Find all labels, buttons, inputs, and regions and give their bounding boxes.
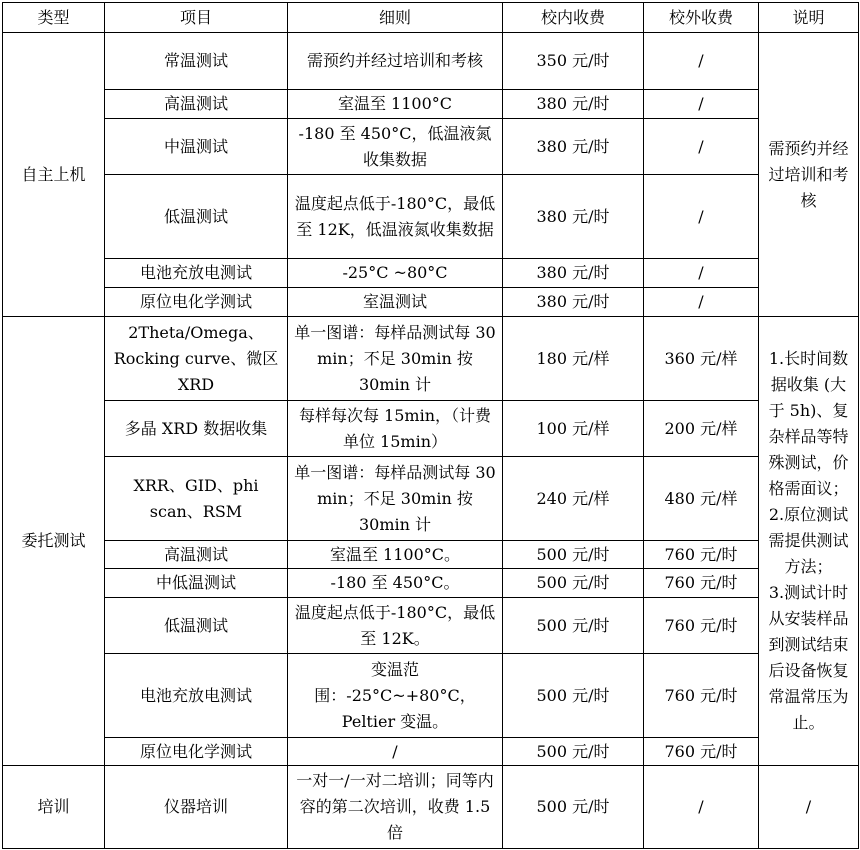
table-row bbox=[3, 259, 859, 288]
detail-cell: 每样每次每 15min，（计费单位 15min） bbox=[288, 401, 503, 457]
external-fee-cell: / bbox=[644, 259, 759, 288]
item-cell: 仪器培训 bbox=[105, 766, 288, 849]
detail-cell: 室温测试 bbox=[288, 288, 503, 317]
item-cell: 电池充放电测试 bbox=[105, 654, 288, 738]
table-row bbox=[3, 288, 859, 317]
item-cell: 原位电化学测试 bbox=[105, 738, 288, 766]
internal-fee-cell: 500 元/时 bbox=[503, 598, 644, 654]
external-fee-cell: 760 元/时 bbox=[644, 654, 759, 738]
item-cell: XRR、GID、phi scan、RSM bbox=[105, 457, 288, 541]
item-cell: 高温测试 bbox=[105, 541, 288, 569]
header-item: 项目 bbox=[105, 3, 288, 33]
group-type-training: 培训 bbox=[3, 766, 105, 849]
header-external-fee: 校外收费 bbox=[644, 3, 759, 33]
external-fee-cell: 480 元/样 bbox=[644, 457, 759, 541]
internal-fee-cell: 380 元/时 bbox=[503, 288, 644, 317]
item-cell: 高温测试 bbox=[105, 90, 288, 119]
detail-cell: 变温范围：-25°C~+80°C，Peltier 变温。 bbox=[288, 654, 503, 738]
detail-cell: 需预约并经过培训和考核 bbox=[288, 33, 503, 90]
table-row bbox=[3, 738, 859, 766]
external-fee-cell: / bbox=[644, 119, 759, 175]
detail-cell: 室温至 1100°C bbox=[288, 90, 503, 119]
detail-cell: 室温至 1100°C。 bbox=[288, 541, 503, 569]
table-row bbox=[3, 90, 859, 119]
table-row bbox=[3, 598, 859, 654]
detail-cell: 单一图谱：每样品测试每 30 min；不足 30min 按 30min 计 bbox=[288, 457, 503, 541]
internal-fee-cell: 240 元/样 bbox=[503, 457, 644, 541]
header-note: 说明 bbox=[759, 3, 859, 33]
detail-cell: 一对一/一对二培训；同等内容的第二次培训，收费 1.5 倍 bbox=[288, 766, 503, 849]
internal-fee-cell: 350 元/时 bbox=[503, 33, 644, 90]
header-type: 类型 bbox=[3, 3, 105, 33]
external-fee-cell: 760 元/时 bbox=[644, 598, 759, 654]
external-fee-cell: 760 元/时 bbox=[644, 738, 759, 766]
internal-fee-cell: 380 元/时 bbox=[503, 90, 644, 119]
table-row bbox=[3, 33, 859, 90]
group-type-self-operation: 自主上机 bbox=[3, 33, 105, 317]
external-fee-cell: / bbox=[644, 175, 759, 259]
external-fee-cell: / bbox=[644, 288, 759, 317]
external-fee-cell: / bbox=[644, 766, 759, 849]
item-cell: 多晶 XRD 数据收集 bbox=[105, 401, 288, 457]
internal-fee-cell: 500 元/时 bbox=[503, 569, 644, 598]
table-row bbox=[3, 569, 859, 598]
item-cell: 中低温测试 bbox=[105, 569, 288, 598]
internal-fee-cell: 500 元/时 bbox=[503, 738, 644, 766]
item-cell: 中温测试 bbox=[105, 119, 288, 175]
item-cell: 2Theta/Omega、Rocking curve、微区 XRD bbox=[105, 317, 288, 401]
table-row bbox=[3, 541, 859, 569]
internal-fee-cell: 380 元/时 bbox=[503, 119, 644, 175]
internal-fee-cell: 380 元/时 bbox=[503, 259, 644, 288]
header-detail: 细则 bbox=[288, 3, 503, 33]
external-fee-cell: / bbox=[644, 33, 759, 90]
table-row bbox=[3, 457, 859, 541]
item-cell: 电池充放电测试 bbox=[105, 259, 288, 288]
external-fee-cell: 760 元/时 bbox=[644, 569, 759, 598]
table-row bbox=[3, 766, 859, 849]
external-fee-cell: / bbox=[644, 90, 759, 119]
external-fee-cell: 200 元/样 bbox=[644, 401, 759, 457]
internal-fee-cell: 500 元/时 bbox=[503, 766, 644, 849]
internal-fee-cell: 180 元/样 bbox=[503, 317, 644, 401]
internal-fee-cell: 100 元/样 bbox=[503, 401, 644, 457]
detail-cell: -180 至 450°C。 bbox=[288, 569, 503, 598]
detail-cell: 单一图谱：每样品测试每 30 min；不足 30min 按 30min 计 bbox=[288, 317, 503, 401]
item-cell: 低温测试 bbox=[105, 175, 288, 259]
header-row bbox=[3, 3, 859, 33]
table-row bbox=[3, 654, 859, 738]
detail-cell: -180 至 450°C，低温液氮收集数据 bbox=[288, 119, 503, 175]
external-fee-cell: 760 元/时 bbox=[644, 541, 759, 569]
internal-fee-cell: 380 元/时 bbox=[503, 175, 644, 259]
detail-cell: / bbox=[288, 738, 503, 766]
header-internal-fee: 校内收费 bbox=[503, 3, 644, 33]
fee-table bbox=[2, 2, 859, 849]
item-cell: 低温测试 bbox=[105, 598, 288, 654]
group-note-self-operation: 需预约并经过培训和考核 bbox=[759, 33, 859, 317]
table-row bbox=[3, 401, 859, 457]
group-note-training: / bbox=[759, 766, 859, 849]
detail-cell: 温度起点低于-180°C，最低至 12K。 bbox=[288, 598, 503, 654]
detail-cell: -25°C ~80°C bbox=[288, 259, 503, 288]
table-row bbox=[3, 119, 859, 175]
detail-cell: 温度起点低于-180°C，最低至 12K，低温液氮收集数据 bbox=[288, 175, 503, 259]
table-row bbox=[3, 175, 859, 259]
group-type-commissioned-testing: 委托测试 bbox=[3, 317, 105, 766]
group-note-commissioned-testing: 1.长时间数据收集 (大于 5h)、复杂样品等特殊测试，价格需面议； 2.原位测试需提供测试方法； 3.测试计时从安装样品到测试结束后设备恢复常温常压为止。 bbox=[759, 317, 859, 766]
internal-fee-cell: 500 元/时 bbox=[503, 541, 644, 569]
table-row bbox=[3, 317, 859, 401]
item-cell: 常温测试 bbox=[105, 33, 288, 90]
external-fee-cell: 360 元/样 bbox=[644, 317, 759, 401]
item-cell: 原位电化学测试 bbox=[105, 288, 288, 317]
internal-fee-cell: 500 元/时 bbox=[503, 654, 644, 738]
